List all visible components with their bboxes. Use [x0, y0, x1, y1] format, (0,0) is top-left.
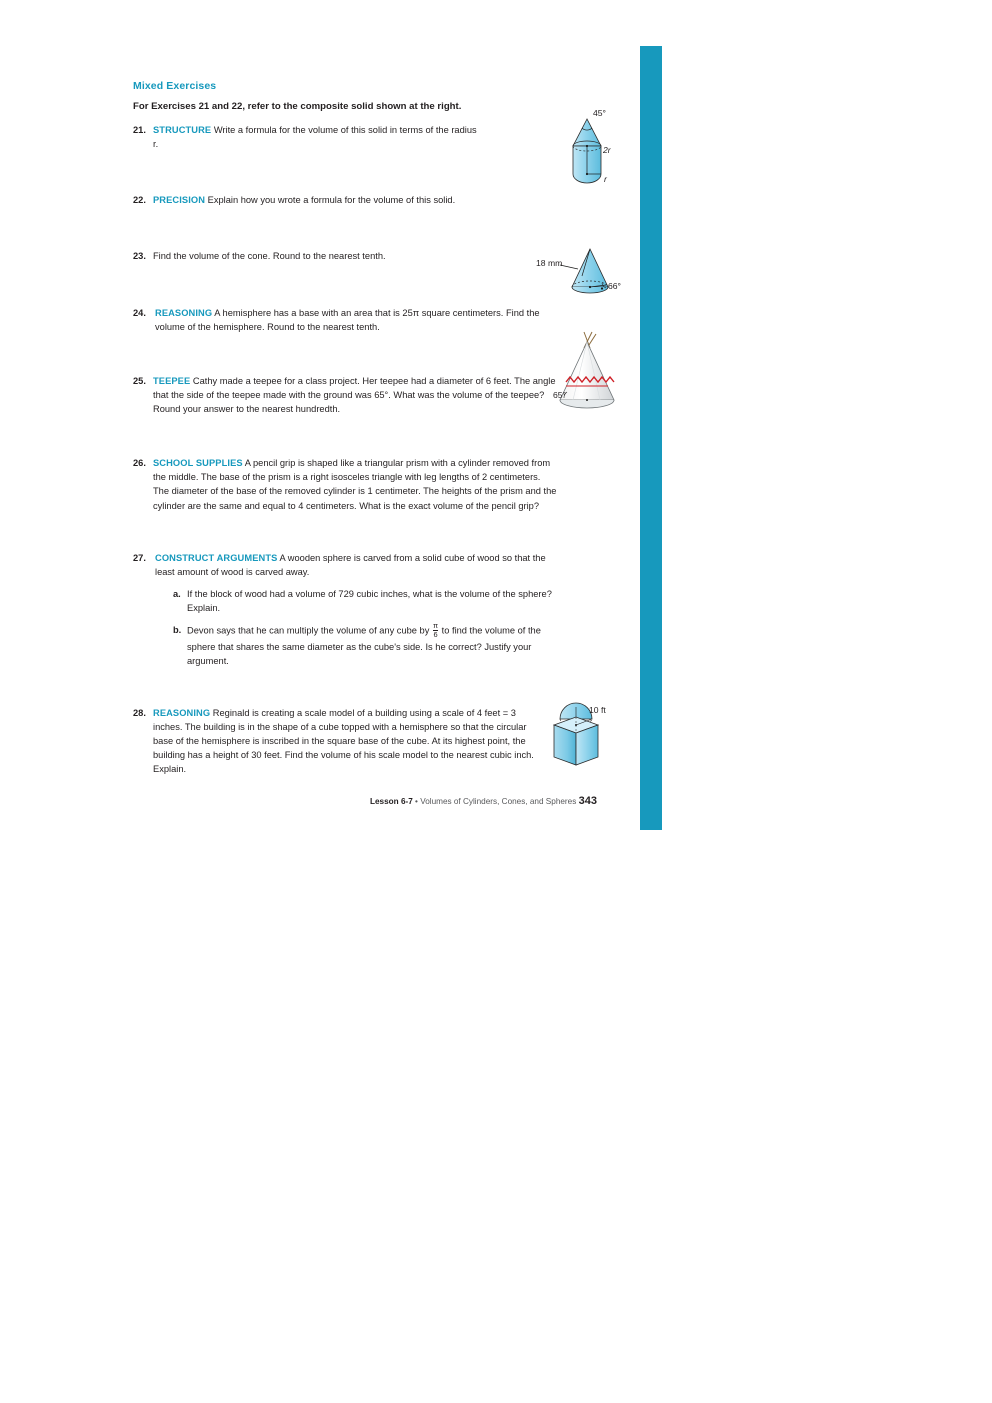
composite-solid-svg [555, 112, 645, 202]
exercise-directions: For Exercises 21 and 22, refer to the composite solid shown at the right. [133, 101, 462, 112]
exercise-24-text: A hemisphere has a base with an area that is 25π square centimeters. Find the volume of the hemisphere. Round to the nearest tenth. [155, 307, 540, 332]
section-title: Mixed Exercises [133, 80, 217, 92]
exercise-21-number: 21. [133, 125, 146, 135]
exercise-25-tag: TEEPEE [153, 375, 191, 386]
exercise-28-text: Reginald is creating a scale model of a building using a scale of 4 feet = 3 inches. The building is in the shape of a cube topped with a hemisphere so that the circular base of the hemisphere is inscribed in the square base of the cube. At its highest point, the building has a height of 30 feet. Find the volume of his scale model to the nearest cubic inch. Explain. [153, 707, 534, 775]
exercise-27-part-b [173, 623, 555, 668]
fig21-label-r: r [604, 174, 607, 184]
exercise-27-body [155, 551, 555, 668]
exercise-22-body [153, 193, 483, 207]
part-b-text-after: to find the volume of the sphere that shares the same diameter as the cube's side. Is he correct? Justify your argument. [187, 625, 541, 666]
exercise-21-tag: STRUCTURE [153, 125, 212, 135]
exercise-27-tag: CONSTRUCT ARGUMENTS [155, 552, 278, 563]
footer-separator: • [412, 797, 421, 806]
exercise-28-tag: REASONING [153, 707, 211, 718]
pi-over-six-fraction [433, 622, 438, 639]
cube-hemisphere-figure [540, 695, 645, 780]
exercise-21-body [153, 123, 483, 151]
exercise-26-tag: SCHOOL SUPPLIES [153, 458, 243, 469]
exercise-27-part-b-text [187, 623, 555, 668]
cone-svg [530, 243, 645, 303]
exercise-24-tag: REASONING [155, 307, 213, 318]
exercise-28-body [153, 706, 538, 777]
page-footer [370, 795, 597, 807]
exercise-27-number: 27. [133, 552, 146, 563]
footer-title: Volumes of Cylinders, Cones, and Spheres [420, 797, 577, 806]
exercise-22-tag: PRECISION [153, 195, 206, 206]
cone-figure [530, 243, 645, 303]
exercise-25-text: Cathy made a teepee for a class project. Her teepee had a diameter of 6 feet. The angle that the side of the teepee made with the ground was 65°. What was the volume of the teepee? Round your answer to the nearest hundredth. [153, 375, 556, 414]
exercise-25-body [153, 374, 558, 416]
fig28-label-10ft: 10 ft [589, 705, 606, 715]
fraction-denominator: 6 [433, 629, 438, 639]
exercise-26-body [153, 456, 558, 513]
exercise-21-text: Write a formula for the volume of this solid in terms of the radius r. [153, 125, 477, 150]
exercise-23-body [153, 249, 483, 263]
footer-page-number: 343 [578, 795, 597, 807]
exercise-23-number: 23. [133, 251, 146, 262]
exercise-27-part-a-text: If the block of wood had a volume of 729 cubic inches, what is the volume of the sphere? Explain. [187, 588, 552, 613]
exercise-27-text: A wooden sphere is carved from a solid cube of wood so that the least amount of wood is carved away. [155, 552, 546, 577]
fig21-label-angle: 45° [593, 108, 606, 118]
exercise-27-part-b-label: b. [173, 625, 182, 636]
exercise-27-part-a [173, 587, 555, 615]
exercise-26-number: 26. [133, 458, 146, 469]
exercise-27 [133, 551, 633, 668]
exercise-22-text: Explain how you wrote a formula for the volume of this solid. [205, 195, 456, 206]
exercise-28-number: 28. [133, 707, 146, 718]
exercise-24-number: 24. [133, 307, 146, 318]
exercise-25-number: 25. [133, 375, 146, 386]
teepee-svg [540, 328, 645, 418]
exercise-26-text: A pencil grip is shaped like a triangular prism with a cylinder removed from the middle. The base of the prism is a right isosceles triangle with leg lengths of 2 centimeters. The diameter of the base of the removed cylinder is 1 centimeter. The heights of the prism and the cylinder are the same and equal to 4 centimeters. What is the exact volume of the pencil grip? [153, 458, 557, 511]
fig25-label-65deg: 65° [553, 390, 566, 400]
exercise-26 [133, 456, 633, 513]
teepee-figure [540, 328, 645, 418]
fig21-label-2r: 2r [603, 145, 611, 155]
part-b-text-before: Devon says that he can multiply the volume of any cube by [187, 625, 432, 636]
fig23-label-18mm: 18 mm [536, 258, 563, 268]
exercise-22-number: 22. [133, 195, 146, 206]
fraction-numerator: π [432, 621, 439, 631]
exercise-27-part-a-label: a. [173, 588, 181, 599]
composite-solid-figure [555, 108, 645, 202]
fig23-label-66deg: 66° [608, 281, 621, 291]
footer-lesson: Lesson 6-7 [370, 797, 413, 806]
exercise-24-body [155, 306, 555, 334]
exercise-23-text: Find the volume of the cone. Round to the nearest tenth. [153, 251, 386, 262]
